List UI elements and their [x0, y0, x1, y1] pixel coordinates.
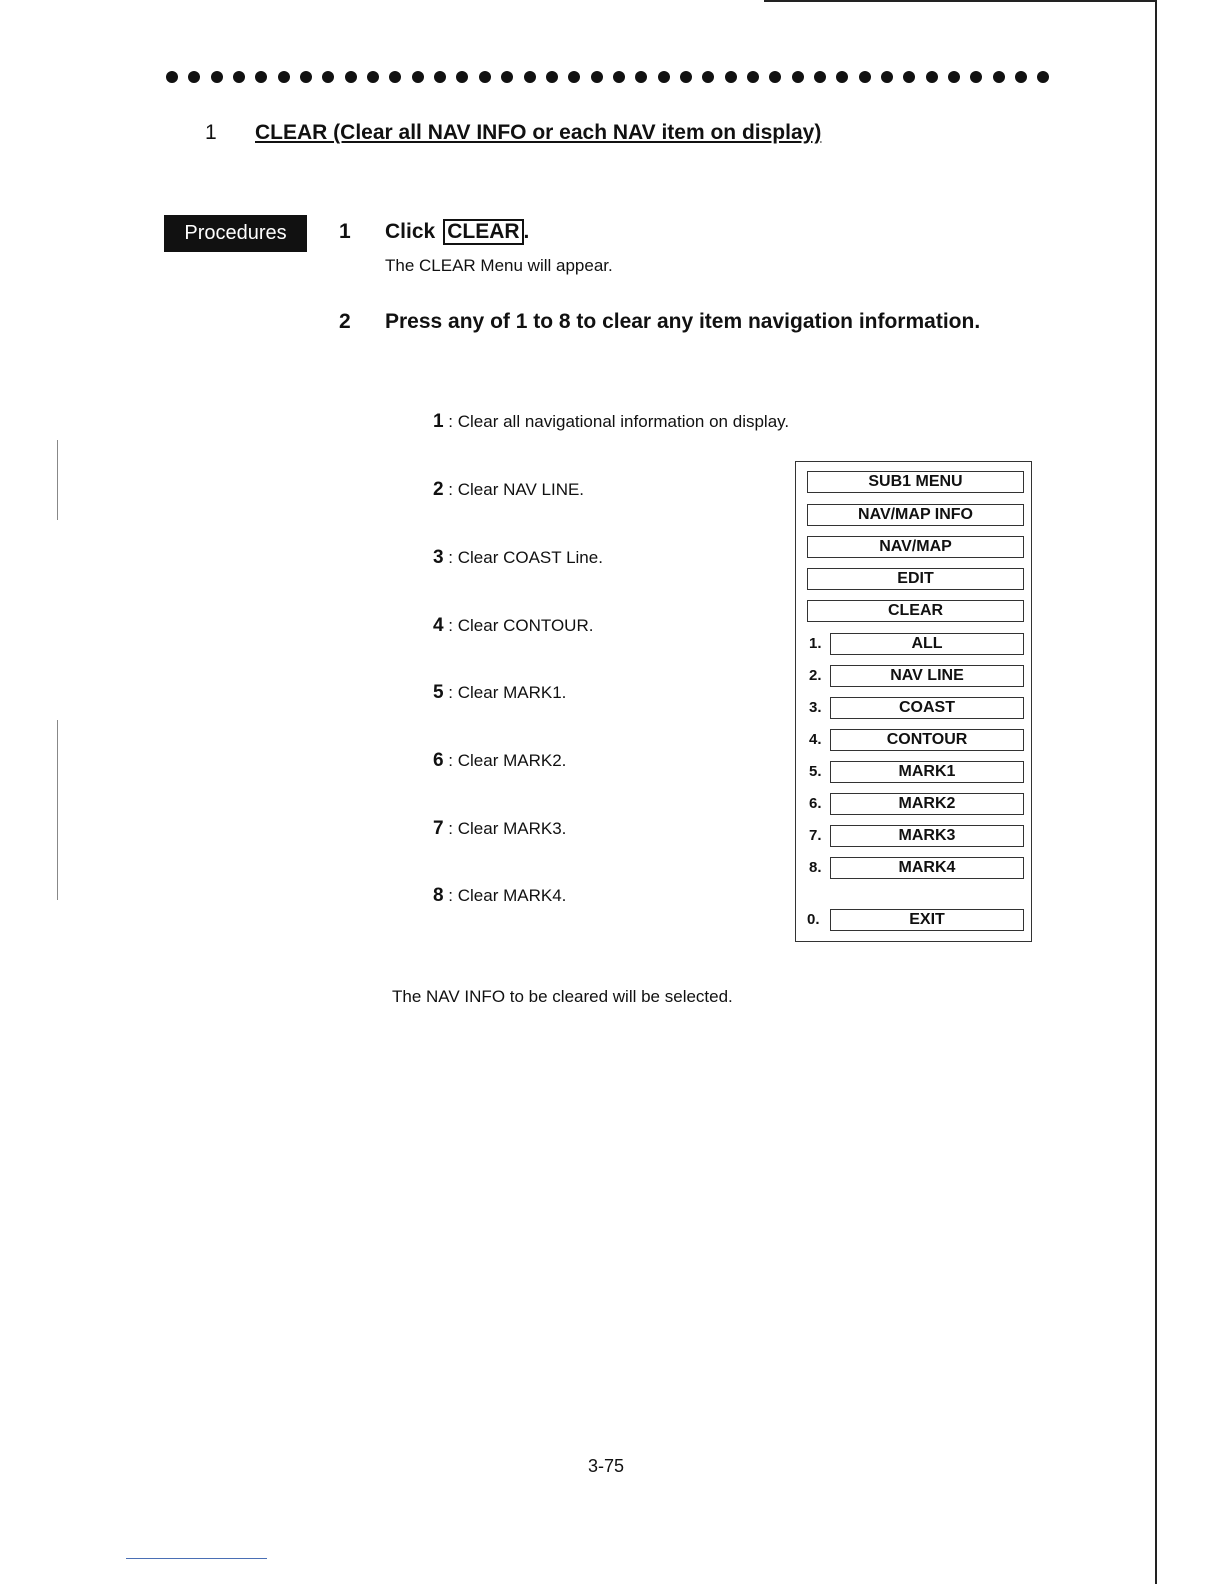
item-key: 1	[433, 411, 444, 432]
menu-button-nav-map-info[interactable]: NAV/MAP INFO	[807, 504, 1024, 526]
section-title: CLEAR (Clear all NAV INFO or each NAV item on display)	[255, 121, 822, 144]
option-number: 5.	[809, 763, 822, 780]
page-number: 3-75	[588, 1456, 625, 1476]
item-text: : Clear MARK4.	[443, 886, 567, 905]
clear-item-4	[433, 615, 593, 637]
clear-key: CLEAR	[443, 219, 523, 245]
menu-option-coast[interactable]: COAST	[830, 697, 1024, 719]
item-text: : Clear all navigational information on display.	[443, 412, 790, 431]
clear-item-7	[433, 818, 566, 840]
step-1-title-prefix: Click	[385, 220, 436, 243]
clear-item-8	[433, 885, 566, 907]
menu-option-mark2[interactable]: MARK2	[830, 793, 1024, 815]
menu-option-nav-line[interactable]: NAV LINE	[830, 665, 1024, 687]
step-1-description: The CLEAR Menu will appear.	[385, 256, 613, 275]
scan-mark	[57, 720, 58, 900]
option-number: 2.	[809, 667, 822, 684]
clear-item-6	[433, 750, 566, 772]
option-number: 3.	[809, 699, 822, 716]
item-text: : Clear MARK2.	[443, 751, 567, 770]
item-key: 8	[433, 885, 444, 906]
item-key: 5	[433, 682, 444, 703]
option-number: 1.	[809, 635, 822, 652]
menu-header-sub1-menu: SUB1 MENU	[807, 471, 1024, 493]
menu-button-edit[interactable]: EDIT	[807, 568, 1024, 590]
clear-item-2	[433, 479, 584, 501]
item-key: 3	[433, 547, 444, 568]
option-number: 6.	[809, 795, 822, 812]
procedures-badge: Procedures	[164, 215, 307, 252]
item-key: 6	[433, 750, 444, 771]
item-key: 4	[433, 615, 444, 636]
clear-menu-panel	[795, 461, 1032, 942]
menu-option-mark4[interactable]: MARK4	[830, 857, 1024, 879]
menu-option-mark1[interactable]: MARK1	[830, 761, 1024, 783]
step-2-number: 2	[339, 310, 351, 333]
section-heading	[205, 121, 821, 145]
item-text: : Clear MARK1.	[443, 683, 567, 702]
menu-option-contour[interactable]: CONTOUR	[830, 729, 1024, 751]
item-text: : Clear MARK3.	[443, 819, 567, 838]
clear-item-1	[433, 411, 789, 433]
step-2-title: Press any of 1 to 8 to clear any item navigation information.	[385, 310, 981, 333]
dot-separator	[166, 66, 1050, 88]
step-1-title-suffix: .	[523, 220, 530, 243]
section-number: 1	[205, 121, 217, 144]
menu-option-mark3[interactable]: MARK3	[830, 825, 1024, 847]
clear-item-3	[433, 547, 603, 569]
menu-button-clear[interactable]: CLEAR	[807, 600, 1024, 622]
item-text: : Clear COAST Line.	[443, 548, 603, 567]
option-number: 4.	[809, 731, 822, 748]
footer-rule	[126, 1558, 267, 1559]
item-key: 2	[433, 479, 444, 500]
result-text: The NAV INFO to be cleared will be selected.	[392, 987, 733, 1006]
clear-item-5	[433, 682, 566, 704]
item-text: : Clear CONTOUR.	[443, 616, 594, 635]
exit-number: 0.	[807, 911, 820, 928]
option-number: 8.	[809, 859, 822, 876]
menu-option-exit[interactable]: EXIT	[830, 909, 1024, 931]
step-1-title	[385, 219, 529, 245]
step-1-number: 1	[339, 220, 351, 243]
page-edge-right	[1155, 0, 1157, 1584]
scan-mark	[57, 440, 58, 520]
item-text: : Clear NAV LINE.	[443, 480, 585, 499]
menu-option-all[interactable]: ALL	[830, 633, 1024, 655]
option-number: 7.	[809, 827, 822, 844]
page-edge-top	[764, 0, 1156, 2]
menu-button-nav-map[interactable]: NAV/MAP	[807, 536, 1024, 558]
item-key: 7	[433, 818, 444, 839]
